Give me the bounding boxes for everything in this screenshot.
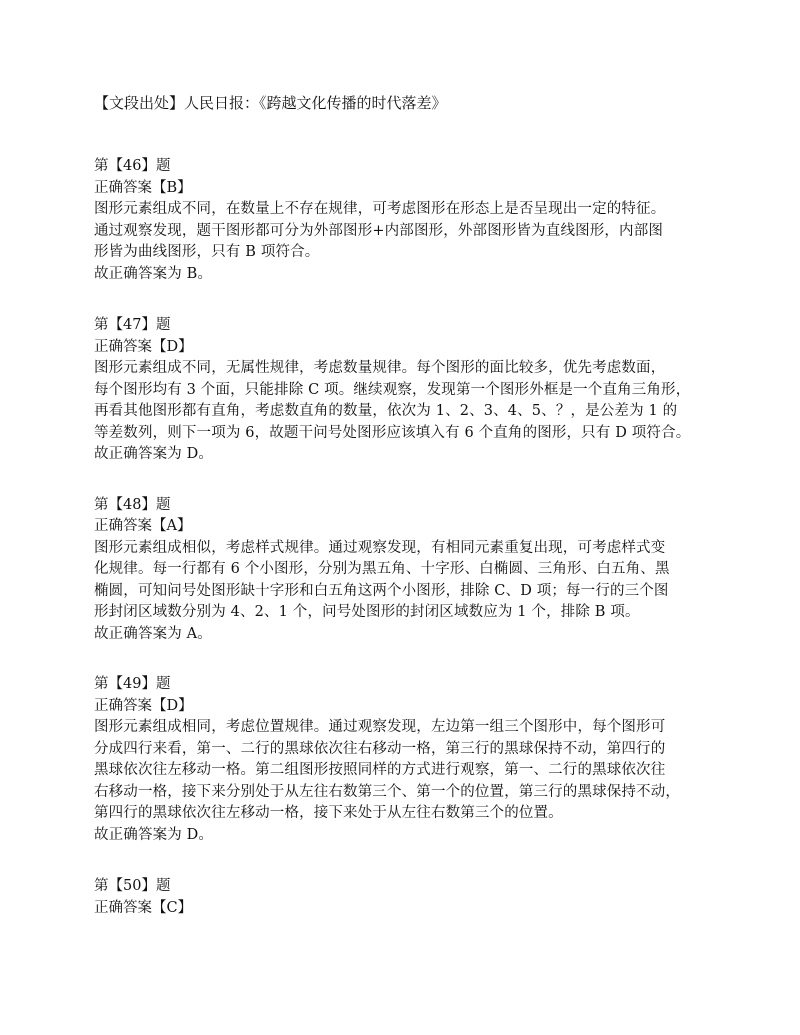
document-page xyxy=(94,92,734,949)
explanation-line: 右移动一格，接下来分别处于从左往右数第三个、第一个的位置，第三行的黑球保持不动， xyxy=(94,783,680,800)
explanation-line: 形皆为曲线图形，只有 B 项符合。 xyxy=(94,244,320,260)
explanation-line: 椭圆，可知问号处图形缺十字形和白五角这两个小图形，排除 C、D 项；每一行的三个图 xyxy=(94,582,669,599)
question-title: 第【46】题 xyxy=(94,158,171,174)
correct-answer: 正确答案【A】 xyxy=(94,518,192,534)
explanation-line: 等差数列，则下一项为 6，故题干问号处图形应该填入有 6 个直角的图形，只有 D 项符合。 xyxy=(94,424,691,441)
source-citation: 【文段出处】人民日报：《跨越文化传播的时代落差》 xyxy=(94,94,447,112)
explanation-line: 再看其他图形都有直角，考虑数直角的数量，依次为 1、2、3、4、5、？，是公差为 1 的 xyxy=(94,403,678,419)
explanation-line: 黑球依次往左移动一格。第二组图形按照同样的方式进行观察，第一、二行的黑球依次往 xyxy=(94,762,666,778)
question-46 xyxy=(94,156,734,285)
correct-answer: 正确答案【D】 xyxy=(94,697,193,714)
explanation-line: 通过观察发现，题干图形都可分为外部图形+内部图形，外部图形皆为直线图形，内部图 xyxy=(94,222,663,239)
explanation-line: 化规律。每一行都有 6 个小图形，分别为黑五角、十字形、白椭圆、三角形、白五角、黑 xyxy=(94,561,670,577)
question-title: 第【50】题 xyxy=(94,878,171,894)
explanation-line: 图形元素组成不同，无属性规律，考虑数量规律。每个图形的面比较多，优先考虑数面， xyxy=(94,360,666,376)
explanation-line: 形封闭区域数分别为 4、2、1 个，问号处图形的封闭区域数应为 1 个，排除 B 项。 xyxy=(94,604,640,620)
question-title: 第【47】题 xyxy=(94,317,171,333)
question-title: 第【48】题 xyxy=(94,496,171,513)
conclusion-line: 故正确答案为 D。 xyxy=(94,826,214,843)
explanation-line: 图形元素组成相似，考虑样式规律。通过观察发现，有相同元素重复出现，可考虑样式变 xyxy=(94,539,666,556)
explanation-line: 图形元素组成不同，在数量上不存在规律，可考虑图形在形态上是否呈现出一定的特征。 xyxy=(94,201,666,217)
question-50 xyxy=(94,876,734,919)
explanation-line: 分成四行来看，第一、二行的黑球依次往右移动一格，第三行的黑球保持不动，第四行的 xyxy=(94,740,666,757)
correct-answer: 正确答案【D】 xyxy=(94,338,193,355)
conclusion-line: 故正确答案为 D。 xyxy=(94,446,214,462)
correct-answer: 正确答案【C】 xyxy=(94,899,193,916)
explanation-line: 第四行的黑球依次往左移动一格，接下来处于从左往右数第三个的位置。 xyxy=(94,805,563,821)
question-48 xyxy=(94,495,734,646)
question-47 xyxy=(94,315,734,466)
explanation-line: 图形元素组成相同，考虑位置规律。通过观察发现，左边第一组三个图形中，每个图形可 xyxy=(94,719,666,735)
conclusion-line: 故正确答案为 A。 xyxy=(94,625,212,642)
conclusion-line: 故正确答案为 B。 xyxy=(94,265,213,282)
explanation-line: 每个图形均有 3 个面，只能排除 C 项。继续观察，发现第一个图形外框是一个直角三角形， xyxy=(94,381,691,398)
question-49 xyxy=(94,674,734,846)
question-title: 第【49】题 xyxy=(94,676,171,692)
correct-answer: 正确答案【B】 xyxy=(94,179,192,196)
